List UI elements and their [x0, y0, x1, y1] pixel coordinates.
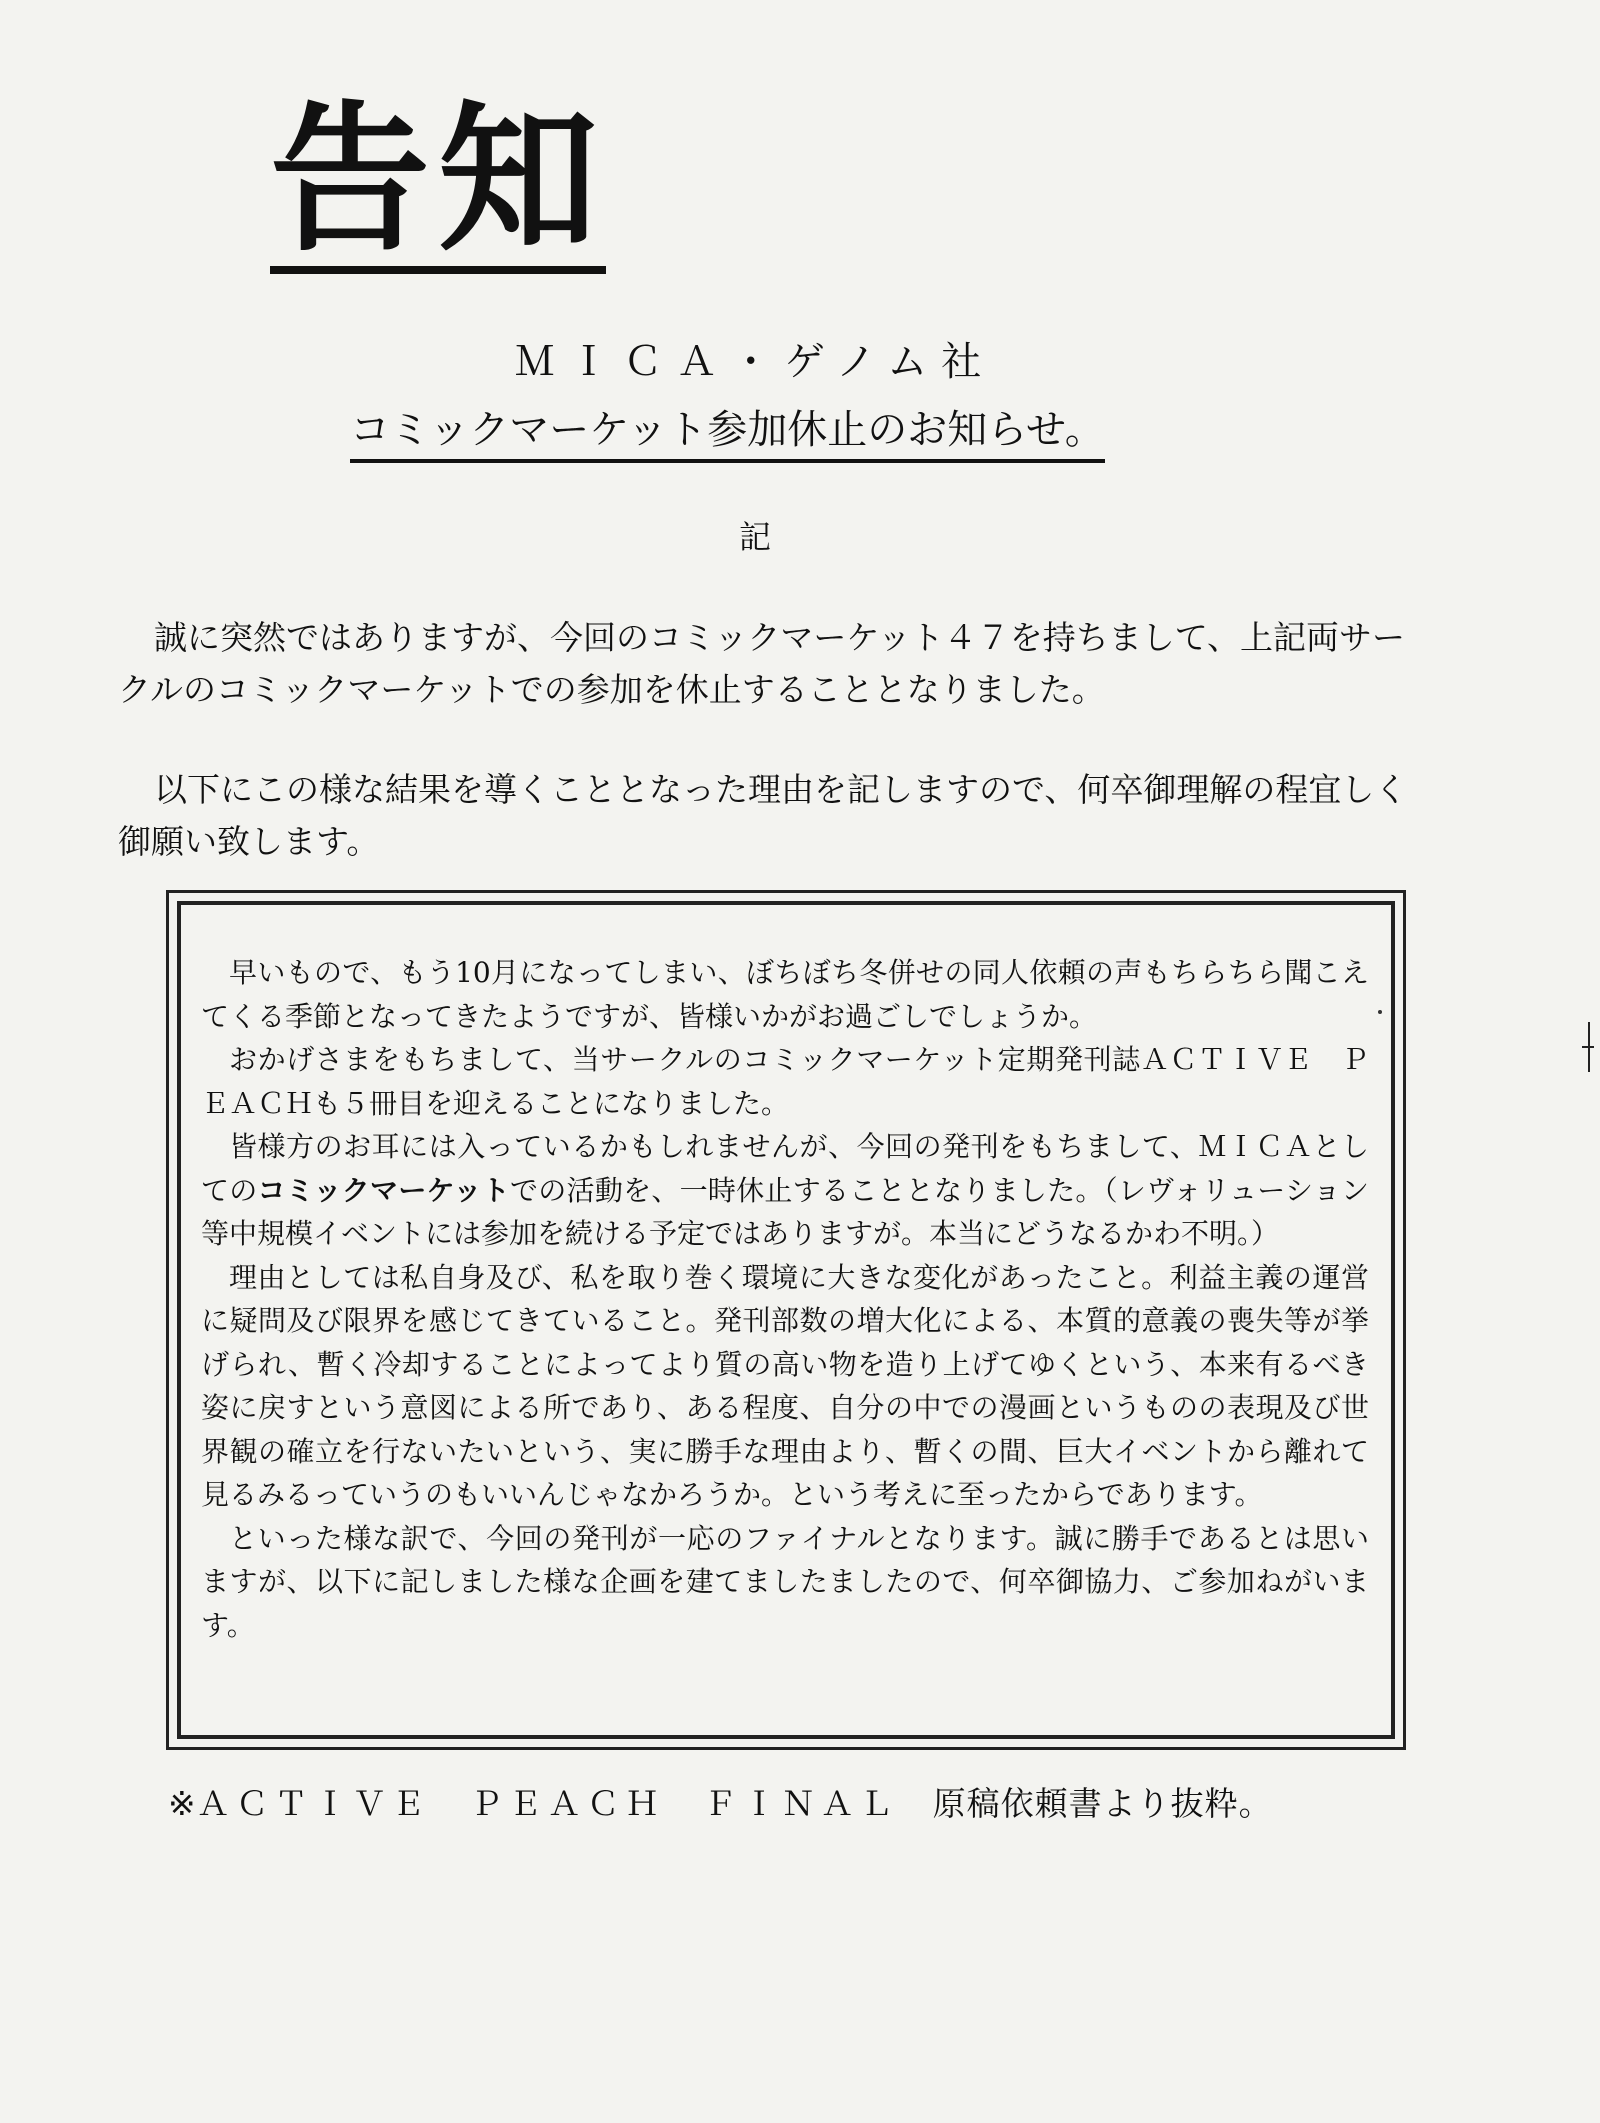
- footnote-prefix: ※: [168, 1784, 197, 1823]
- reason-intro-paragraph: 以下にこの様な結果を導くこととなった理由を記しますので、何卒御理解の程宜しく御願い致します。: [118, 770, 1408, 861]
- hiatus-bold-word: コミックマーケット: [257, 1173, 511, 1207]
- stray-dot-mark: [1378, 1010, 1382, 1014]
- organization-name: ＭＩＣＡ・ゲノム社: [514, 339, 996, 385]
- hiatus-text-after: での活動を、一時休止することとなりました。（レヴォリューション等中規模イベントには参加を続ける予定ではありますが。本当にどうなるかわ不明。）: [201, 1173, 1369, 1250]
- notice-heading: 告知: [270, 86, 607, 273]
- excerpt-footnote: [168, 1778, 1273, 1825]
- intro-paragraph: 誠に突然ではありますが、今回のコミックマーケット４７を持ちまして、上記両サークルのコミックマーケットでの参加を休止することとなりました。: [118, 618, 1406, 709]
- excerpt-paragraph-fifth-issue: おかげさまをもちまして、当サークルのコミックマーケット定期発刊誌ＡＣＴＩＶＥ ＰＥＡＣＨも５冊目を迎えることになりました。: [201, 1043, 1369, 1120]
- excerpt-paragraph-greeting: 早いもので、もう10月になってしまい、ぼちぼち冬併せの同人依頼の声もちらちら聞こえてくる季節となってきたようですが、皆様いかがお過ごしでしょうか。: [201, 956, 1369, 1033]
- excerpt-paragraph-final: といった様な訳で、今回の発刊が一応のファイナルとなります。誠に勝手であるとは思いますが、以下に記しました様な企画を建てましたましたので、何卒御協力、ご参加ねがいます。: [201, 1521, 1369, 1642]
- footnote-title: ＡＣＴＩＶＥ ＰＥＡＣＨ ＦＩＮＡＬ: [196, 1784, 899, 1823]
- margin-tick-mark: [1588, 1022, 1590, 1072]
- notice-subtitle: コミックマーケット参加休止のお知らせ。: [350, 398, 1105, 463]
- ki-mark: 記: [738, 518, 771, 556]
- footnote-suffix: 原稿依頼書より抜粋。: [898, 1784, 1273, 1823]
- excerpt-box: [166, 890, 1406, 1750]
- excerpt-box-inner: [177, 901, 1395, 1739]
- hiatus-text-before: 皆様方のお耳には入っているかもしれませんが、今回の発刊をもちまして、ＭＩＣＡとしての: [201, 1130, 1369, 1207]
- excerpt-paragraph-reasons: 理由としては私自身及び、私を取り巻く環境に大きな変化があったこと。利益主義の運営に疑問及び限界を感じてきていること。発刊部数の増大化による、本質的意義の喪失等が挙げられ、暫く冷却することによってより質の高い物を造り上げてゆくという、本来有るべき姿に戻すという意図による所であり、ある程度、自分の中での漫画というものの表現及び世界観の確立を行ないたいという、実に勝手な理由より、暫くの間、巨大イベントから離れて見るみるっていうのもいいんじゃなかろうか。という考えに至ったからであります。: [201, 1260, 1369, 1511]
- excerpt-paragraph-hiatus: [201, 1125, 1369, 1256]
